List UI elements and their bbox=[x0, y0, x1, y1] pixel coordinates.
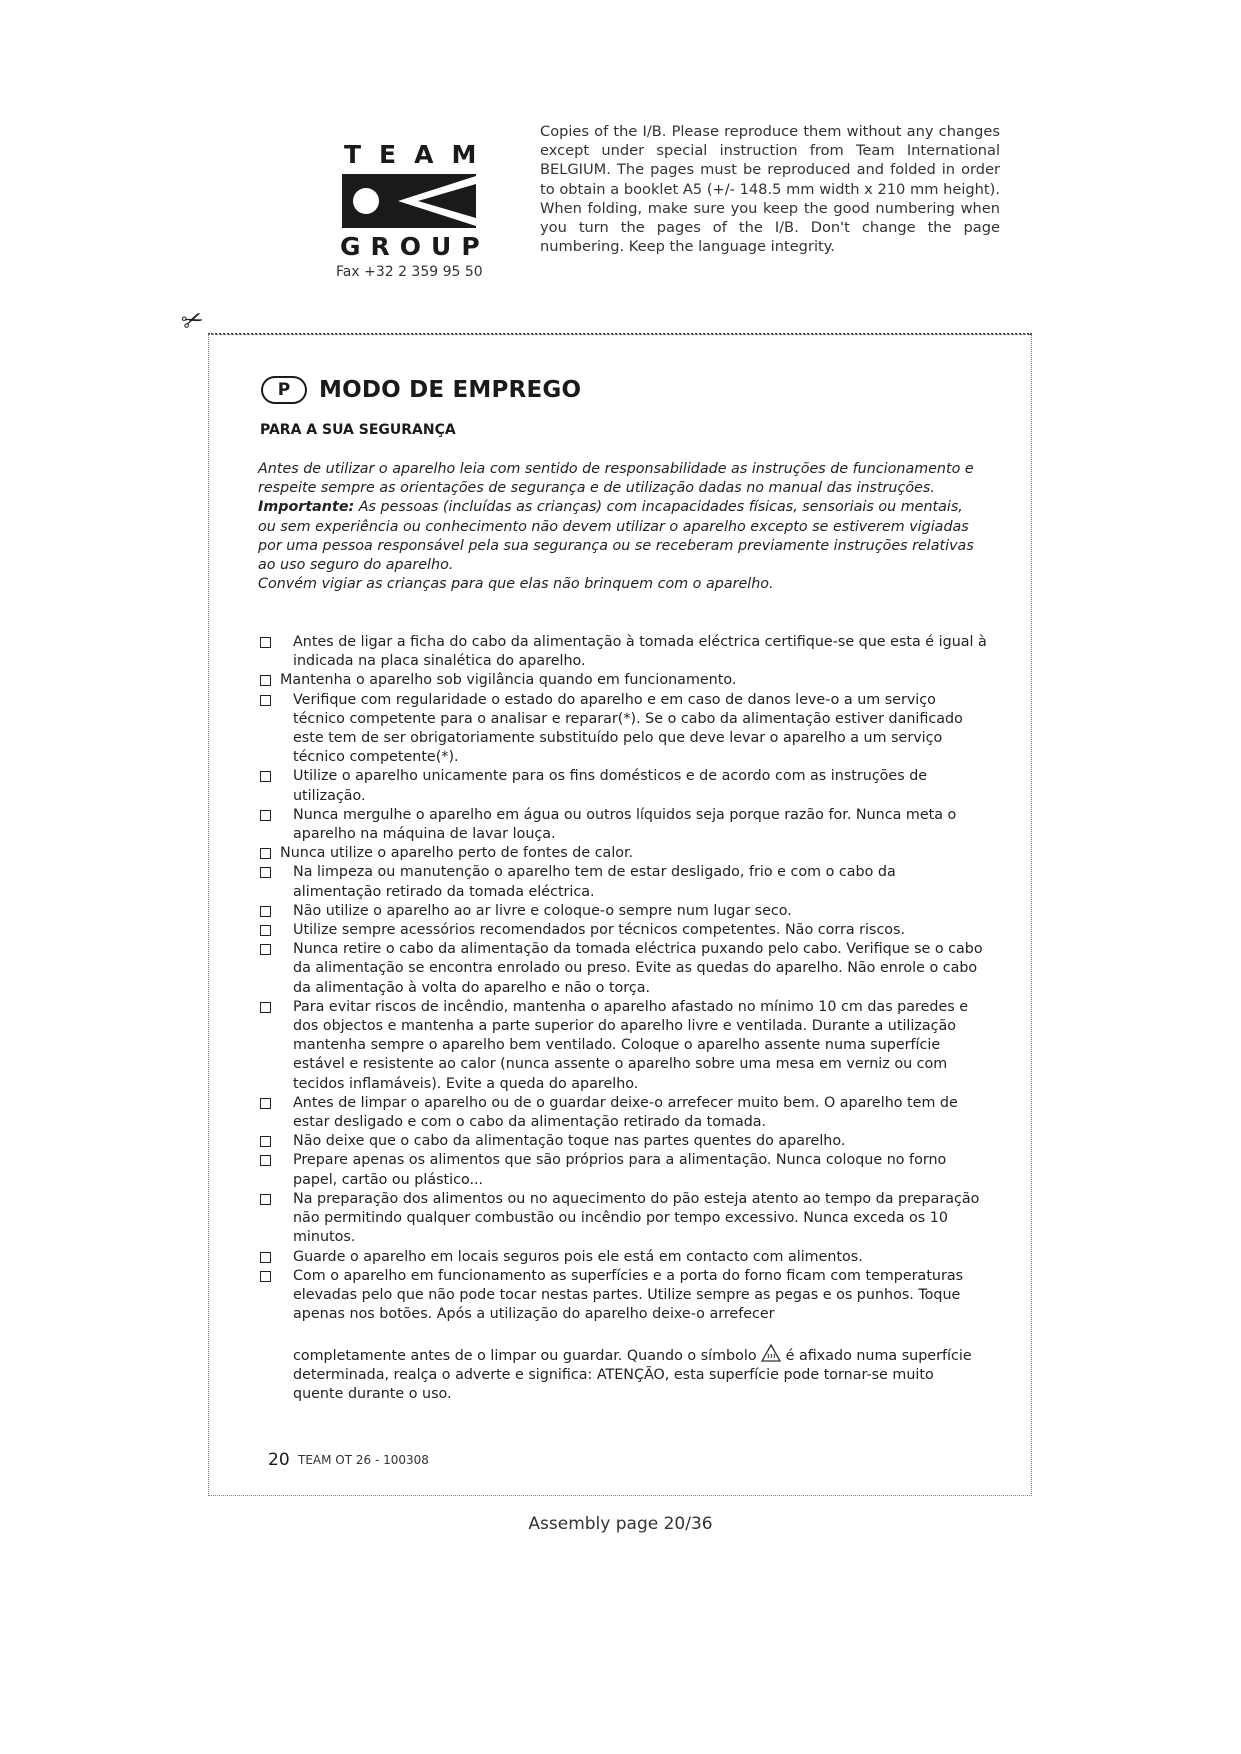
checkbox-bullet-icon bbox=[260, 771, 271, 782]
list-item: Antes de ligar a ficha do cabo da alimentação à tomada eléctrica certifique-se que esta é igual à indicada na placa sinalética do aparelho. bbox=[258, 633, 988, 671]
fax-number: Fax +32 2 359 95 50 bbox=[336, 264, 483, 280]
list-item: Guarde o aparelho em locais seguros pois ele está em contacto com alimentos. bbox=[258, 1248, 988, 1267]
hot-surface-warning-icon bbox=[761, 1344, 781, 1362]
checkbox-bullet-icon bbox=[260, 925, 271, 936]
list-item: Nunca utilize o aparelho perto de fontes de calor. bbox=[258, 844, 988, 863]
document-code: TEAM OT 26 - 100308 bbox=[298, 1453, 429, 1467]
checkbox-bullet-icon bbox=[260, 1271, 271, 1282]
safety-subtitle: PARA A SUA SEGURANÇA bbox=[260, 422, 456, 438]
important-text: As pessoas (incluídas as crianças) com incapacidades físicas, sensoriais ou mentais, ou sem experiência ou conhecimento não devem utilizar o aparelho excepto se estiverem vigiadas por uma pessoa responsável pela sua segurança ou se receberam previamente instruções relativas ao uso seguro do aparelho. bbox=[258, 499, 974, 574]
list-item: Mantenha o aparelho sob vigilância quando em funcionamento. bbox=[258, 671, 988, 690]
checkbox-bullet-icon bbox=[260, 1002, 271, 1013]
list-item: Para evitar riscos de incêndio, mantenha o aparelho afastado no mínimo 10 cm das paredes e dos objectos e mantenha a parte superior do aparelho livre e ventilada. Durante a utilização mantenha sempre o aparelho bem ventilado. Coloque o aparelho assente numa superfície estável e resistente ao calor (nunca assente o aparelho sobre uma mesa em verniz ou com tecidos inflamáveis). Evite a queda do aparelho. bbox=[258, 998, 988, 1094]
logo-top-text: TEAM bbox=[344, 140, 495, 169]
checkbox-bullet-icon bbox=[260, 1136, 271, 1147]
intro-text bbox=[258, 460, 978, 594]
checkbox-bullet-icon bbox=[260, 1252, 271, 1263]
important-paragraph bbox=[258, 498, 978, 575]
language-badge: P bbox=[261, 376, 307, 404]
safety-list bbox=[258, 633, 988, 1404]
checkbox-bullet-icon bbox=[260, 810, 271, 821]
checkbox-bullet-icon bbox=[260, 867, 271, 878]
section-title: MODO DE EMPREGO bbox=[319, 377, 582, 403]
checkbox-bullet-icon bbox=[260, 906, 271, 917]
list-item: Não deixe que o cabo da alimentação toque nas partes quentes do aparelho. bbox=[258, 1132, 988, 1151]
checkbox-bullet-icon bbox=[260, 1098, 271, 1109]
checkbox-bullet-icon bbox=[260, 848, 271, 859]
important-label: Importante: bbox=[258, 499, 355, 516]
list-item: Verifique com regularidade o estado do aparelho e em caso de danos leve-o a um serviço técnico competente para o analisar e reparar(*). Se o cabo da alimentação estiver danificado este tem de ser obrigatoriamente substituído pelo que deve levar o aparelho a um serviço técnico competente(*). bbox=[258, 691, 988, 768]
list-item: Não utilize o aparelho ao ar livre e coloque-o sempre num lugar seco. bbox=[258, 902, 988, 921]
checkbox-bullet-icon bbox=[260, 1194, 271, 1205]
checkbox-bullet-icon bbox=[260, 675, 271, 686]
list-item: Nunca retire o cabo da alimentação da tomada eléctrica puxando pelo cabo. Verifique se o cabo da alimentação se encontra enrolado ou preso. Evite as quedas do aparelho. Não enrole o cabo da alimentação à volta do aparelho e não o torça. bbox=[258, 940, 988, 998]
intro-paragraph: Antes de utilizar o aparelho leia com sentido de responsabilidade as instruções de funcionamento e respeite sempre as orientações de segurança e de utilização dadas no manual das instruções. bbox=[258, 461, 974, 497]
page-number: 20 bbox=[268, 1450, 290, 1470]
list-item: Com o aparelho em funcionamento as superfícies e a porta do forno ficam com temperaturas elevadas pelo que não pode tocar nestas partes. Utilize sempre as pegas e os punhos. Toque apenas nos botões. Após a utilização do aparelho deixe-o arrefecer completamente antes de o limpar ou guardar. Quando o símbolo é afixado numa superfície determinada, realça o adverte e significa: ATENÇÃO, esta superfície pode tornar-se muito quente durante o uso. bbox=[258, 1267, 988, 1404]
children-paragraph: Convém vigiar as crianças para que elas não brinquem com o aparelho. bbox=[258, 576, 774, 593]
list-item: Antes de limpar o aparelho ou de o guardar deixe-o arrefecer muito bem. O aparelho tem de estar desligado e com o cabo da alimentação retirado da tomada. bbox=[258, 1094, 988, 1132]
list-item: Prepare apenas os alimentos que são próprios para a alimentação. Nunca coloque no forno papel, cartão ou plástico... bbox=[258, 1151, 988, 1189]
assembly-page-label: Assembly page 20/36 bbox=[528, 1514, 713, 1534]
section-heading bbox=[261, 376, 581, 404]
checkbox-bullet-icon bbox=[260, 944, 271, 955]
list-item: Utilize o aparelho unicamente para os fins domésticos e de acordo com as instruções de utilização. bbox=[258, 767, 988, 805]
checkbox-bullet-icon bbox=[260, 637, 271, 648]
list-item: Nunca mergulhe o aparelho em água ou outros líquidos seja porque razão for. Nunca meta o aparelho na máquina de lavar louça. bbox=[258, 806, 988, 844]
scissors-icon: ✂ bbox=[177, 303, 209, 339]
logo-bottom-text: GROUP bbox=[340, 232, 490, 261]
list-item: Na limpeza ou manutenção o aparelho tem de estar desligado, frio e com o cabo da alimentação retirado da tomada eléctrica. bbox=[258, 863, 988, 901]
logo-mark-icon bbox=[342, 174, 476, 228]
checkbox-bullet-icon bbox=[260, 695, 271, 706]
list-item: Na preparação dos alimentos ou no aquecimento do pão esteja atento ao tempo da preparação não permitindo qualquer combustão ou incêndio por tempo excessivo. Nunca exceda os 10 minutos. bbox=[258, 1190, 988, 1248]
reproduction-note: Copies of the I/B. Please reproduce them without any changes except under special instruction from Team International BELGIUM. The pages must be reproduced and folded in order to obtain a booklet A5 (+/- 148.5 mm width x 210 mm height). When folding, make sure you keep the good numbering when you turn the pages of the I/B. Don't change the page numbering. Keep the language integrity. bbox=[540, 123, 1000, 256]
checkbox-bullet-icon bbox=[260, 1155, 271, 1166]
list-item: Utilize sempre acessórios recomendados por técnicos competentes. Não corra riscos. bbox=[258, 921, 988, 940]
